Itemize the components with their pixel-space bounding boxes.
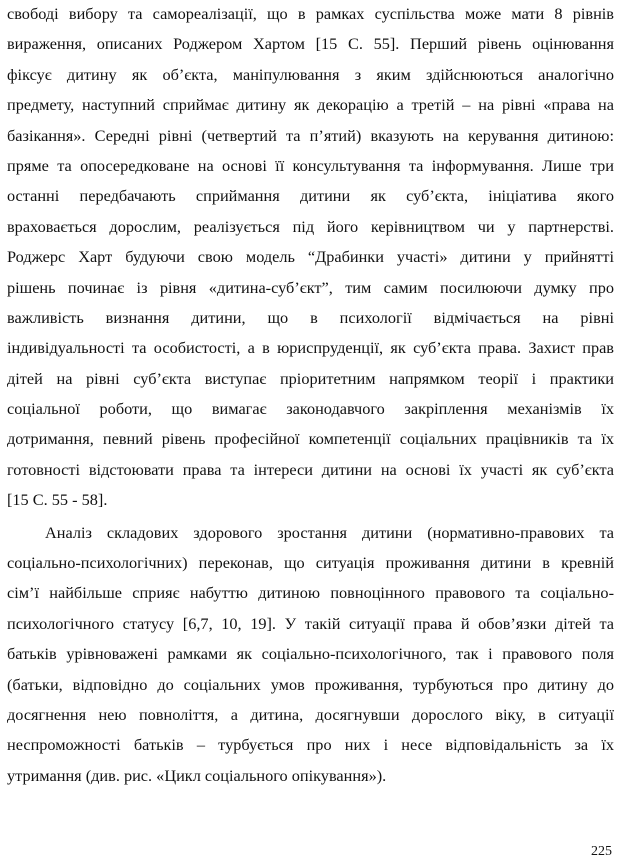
- body-text: [7, 0, 614, 791]
- text-line: (батьки, відповідно до соціальних умов проживання, турбуються про дитину до: [7, 674, 614, 694]
- text-line: утримання (див. рис. «Цикл соціального опікування»).: [7, 765, 387, 785]
- text-line: дітей на рівні суб’єкта виступає пріоритетним напрямком теорії і практики: [7, 368, 614, 388]
- text-line: Аналіз складових здорового зростання дитини (нормативно-правових та: [45, 522, 614, 542]
- paragraph-1: [7, 0, 614, 516]
- text-line: соціальної роботи, що вимагає законодавчого закріплення механізмів їх: [7, 399, 614, 419]
- text-line: [15 С. 55 - 58].: [7, 490, 108, 510]
- text-line: фіксує дитину як об’єкта, маніпулювання з яким здійснюються аналогічно: [7, 64, 614, 84]
- text-line: психологічного статусу [6,7, 10, 19]. У такій ситуації права й обов’язки дітей та: [7, 613, 614, 633]
- text-line: рішень починає із рівня «дитина-суб’єкт”, тим самим посилюючи думку про: [7, 277, 614, 297]
- text-line: батьків урівноважені рамками як соціально-психологічного, так і правового поля: [7, 644, 614, 664]
- text-line: Роджерс Харт будуючи свою модель “Драбинки участі» дитини у прийнятті: [7, 247, 614, 267]
- page-number: 225: [591, 844, 612, 859]
- text-line: свободі вибору та самореалізації, що в рамках суспільства може мати 8 рівнів: [7, 4, 614, 23]
- text-line: враховається дорослим, реалізується під його керівництвом чи у партнерстві.: [7, 216, 614, 236]
- text-line: пряме та опосередковане на основі її консультування та інформування. Лише три: [7, 155, 614, 175]
- text-line: предмету, наступний сприймає дитину як декорацію а третій – на рівні «права на: [7, 95, 614, 115]
- text-line: дотримання, певний рівень професійної компетенції соціальних працівників та їх: [7, 429, 614, 449]
- text-line: базікання». Середні рівні (четвертий та п’ятий) вказують на керування дитиною:: [7, 125, 614, 145]
- text-line: важливість визнання дитини, що в психології відмічається на рівні: [7, 307, 614, 327]
- text-line: вираження, описаних Роджером Хартом [15 С. 55]. Перший рівень оцінювання: [7, 34, 614, 54]
- text-line: сім’ї найбільше сприяє набуттю дитиною повноцінного правового та соціально-: [7, 583, 614, 603]
- text-line: досягнення нею повноліття, а дитина, досягнувши дорослого віку, в ситуації: [7, 704, 614, 724]
- text-line: неспроможності батьків – турбується про них і несе відповідальність за їх: [7, 735, 614, 755]
- paragraph-2: [7, 518, 614, 792]
- text-line: готовності відстоювати права та інтереси дитини на основі їх участі як суб’єкта: [7, 459, 614, 479]
- text-line: останні передбачають сприймання дитини як суб’єкта, ініціатива якого: [7, 186, 614, 206]
- text-line: соціально-психологічних) переконав, що ситуація проживання дитини в кревній: [7, 553, 614, 573]
- text-line: індивідуальності та особистості, а в юриспруденції, як суб’єкта права. Захист прав: [7, 338, 614, 358]
